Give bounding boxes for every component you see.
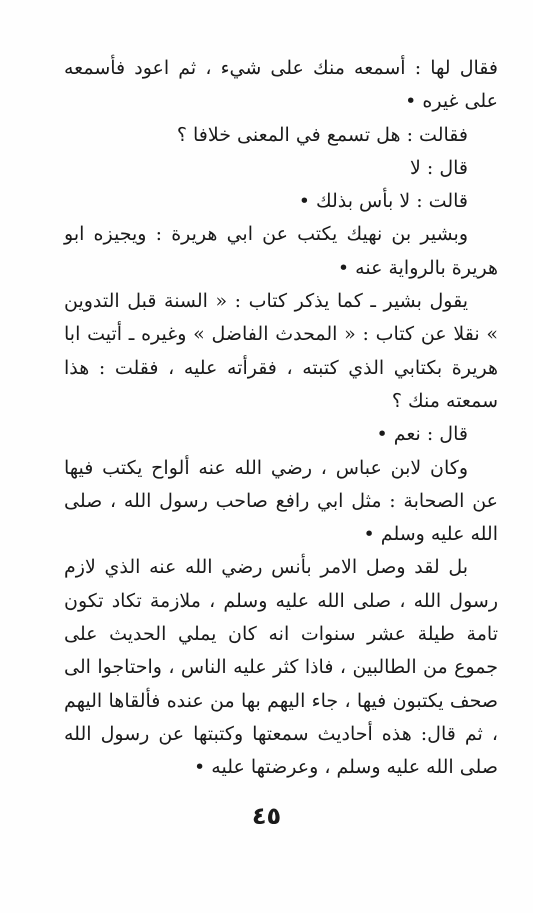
paragraph: فقالت : هل تسمع في المعنى خلافا ؟ xyxy=(176,123,468,146)
paragraph: فقال لها : أسمعه منك على شيء ، ثم اعود فأسمعه على غيره • xyxy=(64,57,498,113)
paragraph: وكان لابن عباس ، رضي الله عنه ألواح يكتب فيها عن الصحابة : مثل ابي رافع صاحب رسول الله ، صلى الله عليه وسلم • xyxy=(64,456,498,546)
paragraph: وبشير بن نهيك يكتب عن ابي هريرة : ويجيزه ابو هريرة بالرواية عنه • xyxy=(64,223,498,279)
body-text xyxy=(64,52,498,785)
paragraph: بل لقد وصل الامر بأنس رضي الله عنه الذي لازم رسول الله ، صلى الله عليه وسلم ، ملازمة تكاد تكون تامة طيلة عشر سنوات انه كان يملي الحديث على جموع من الطالبين ، فاذا كثر عليه الناس ، واحتاجوا الى صحف يكتبون فيها ، جاء اليهم بها من عنده فألقاها اليهم ، ثم قال: هذه أحاديث سمعتها وكتبتها عن رسول الله صلى الله عليه وسلم ، وعرضتها عليه • xyxy=(64,556,498,779)
paragraph: يقول بشير ـ كما يذكر كتاب : « السنة قبل التدوين » نقلا عن كتاب : « المحدث الفاضل » وغيره ـ أتيت ابا هريرة بكتابي الذي كتبته ، فقرأته عليه ، فقلت : هذا سمعته منك ؟ xyxy=(64,290,498,412)
paragraph: قال : لا xyxy=(410,156,468,179)
page-number: ٤٥ xyxy=(251,802,282,830)
paragraph: قالت : لا بأس بذلك • xyxy=(298,190,468,213)
paragraph: قال : نعم • xyxy=(376,423,468,446)
